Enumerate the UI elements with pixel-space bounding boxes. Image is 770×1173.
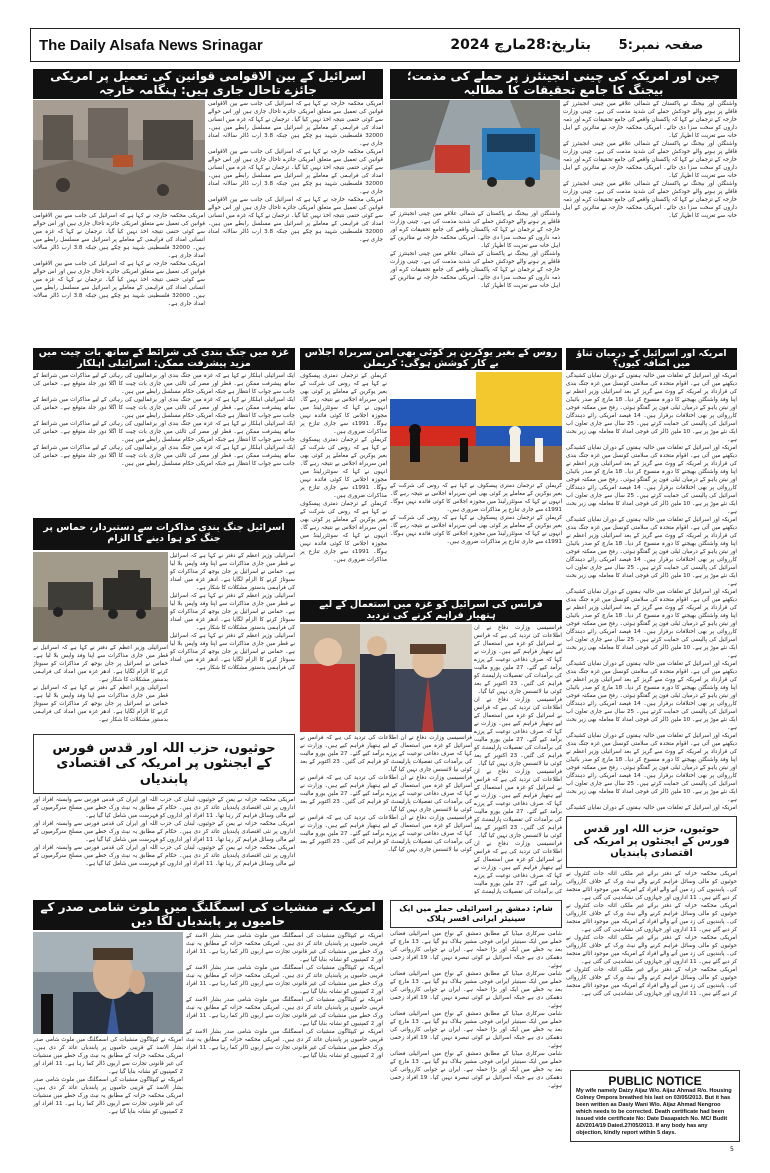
public-notice-body: My wife namely Daizy Aijaz W/o. Aijaz Ahmad R/o. Housing Colney Ompora breathed his last on 03/05/2013. But it has been written as Dasiy Wani W/o. Aijaz Ahmad Nengroo which needs to be corrected. Death certificate had been issued vide certificate No: Date Dasapatch No. MC/ Budit &D/2014/19 Dated.27/05/2013. If any body has any objection, kindly report within 5 days. <box>576 1088 732 1136</box>
footer-page-number: 5 <box>730 1146 734 1153</box>
article-body-russia-ukraine-2: کریملن کے ترجمان دمتری پیسکوف نے کہا ہے کہ روس کی شرکت کے بغیر یوکرین کے معاملے پر کوئی بھی امن سربراہ اجلاس بے نتیجہ رہے گا۔ انہوں نے کہا کہ سوئٹزرلینڈ میں مجوزہ اجلاس کا کوئی فائدہ نہیں ہوگا۔ 1991ء سے جاری تنازع پر مذاکرات ضروری ہیں۔ کریملن کے ترجمان دمتری پیسکوف نے کہا ہے کہ روس کی شرکت کے بغیر یوکرین کے معاملے پر کوئی بھی امن سربراہ اجلاس بے نتیجہ رہے گا۔ انہوں نے کہا کہ سوئٹزرلینڈ میں مجوزہ اجلاس کا کوئی فائدہ نہیں ہوگا۔ 1991ء سے جاری تنازع پر مذاکرات ضروری ہیں۔ <box>390 483 562 545</box>
article-body-israel-us-law: امریکی محکمہ خارجہ نے کہا ہے کہ اسرائیل کی جانب سے بین الاقوامی قوانین کی تعمیل سے متعلق امریکی جائزے تاحال جاری ہیں اور اس حوالے سے کوئی حتمی نتیجہ اخذ نہیں کیا گیا۔ ترجمان نے کہا کہ غزہ میں انسانی امداد کی فراہمی کے معاملے پر اسرائیل سے مسلسل رابطے میں ہیں۔ 32000 فلسطینی شہید ہو چکے ہیں جبکہ 3.8 ارب ڈالر سالانہ امداد جاری ہے۔ امریکی محکمہ خارجہ نے کہا ہے کہ اسرائیل کی جانب سے بین الاقوامی قوانین کی تعمیل سے متعلق امریکی جائزے تاحال جاری ہیں اور اس حوالے سے کوئی حتمی نتیجہ اخذ نہیں کیا گیا۔ ترجمان نے کہا کہ غزہ میں انسانی امداد کی فراہمی کے معاملے پر اسرائیل سے مسلسل رابطے میں ہیں۔ 32000 فلسطینی شہید ہو چکے ہیں جبکہ 3.8 ارب ڈالر سالانہ امداد جاری ہے۔ امریکی محکمہ خارجہ نے کہا ہے کہ اسرائیل کی جانب سے بین الاقوامی قوانین کی تعمیل سے متعلق امریکی جائزے تاحال جاری ہیں اور اس حوالے سے کوئی حتمی نتیجہ اخذ نہیں کیا گیا۔ ترجمان نے کہا کہ غزہ میں انسانی امداد کی فراہمی کے معاملے پر اسرائیل سے مسلسل رابطے میں ہیں۔ 32000 فلسطینی شہید ہو چکے ہیں جبکہ 3.8 ارب ڈالر سالانہ امداد جاری ہے۔ <box>208 101 383 243</box>
headline-houthis-sanctions: حوثیوں، حزب اللہ اور قدس فورس کے ایجنٹوں پر امریکہ کی اقتصادی پابندیاں <box>33 734 295 794</box>
article-body-france-israel-2: فرانسیسی وزارت دفاع نے ان اطلاعات کی تردید کی ہے کہ فرانس نے اسرائیل کو غزہ میں استعمال کے لیے ہتھیار فراہم کیے ہیں۔ وزارت نے کہا کہ صرف دفاعی نوعیت کے پرزے برآمد کیے گئے۔ 27 ملین یورو مالیت کی برآمدات کی تفصیلات پارلیمنٹ کو فراہم کی گئیں۔ 23 اکتوبر کے بعد کوئی نیا لائسنس جاری نہیں کیا گیا۔ فرانسیسی وزارت دفاع نے ان اطلاعات کی تردید کی ہے کہ فرانس نے اسرائیل کو غزہ میں استعمال کے لیے ہتھیار فراہم کیے ہیں۔ وزارت نے کہا کہ صرف دفاعی نوعیت کے پرزے برآمد کیے گئے۔ 27 ملین یورو مالیت کی برآمدات کی تفصیلات پارلیمنٹ کو فراہم کی گئیں۔ 23 اکتوبر کے بعد کوئی نیا لائسنس جاری نہیں کیا گیا۔ فرانسیسی وزارت دفاع نے ان اطلاعات کی تردید کی ہے کہ فرانس نے اسرائیل کو غزہ میں استعمال کے لیے ہتھیار فراہم کیے ہیں۔ وزارت نے کہا کہ صرف دفاعی نوعیت کے پرزے برآمد کیے گئے۔ 27 ملین یورو مالیت کی برآمدات کی تفصیلات پارلیمنٹ کو فراہم کی گئیں۔ 23 اکتوبر کے بعد کوئی نیا لائسنس جاری نہیں کیا گیا۔ <box>300 735 472 853</box>
article-body-syria-strike: شامی سرکاری میڈیا کے مطابق دمشق کے نواح میں اسرائیلی فضائی حملے میں ایک سینیئر ایرانی فوجی مشیر ہلاک ہو گیا ہے۔ 13 مارچ کے بعد یہ خطے میں ایک اور بڑا حملہ ہے۔ ایران نے جوابی کارروائی کی دھمکی دی ہے جبکہ اسرائیل نے کوئی تبصرہ نہیں کیا۔ 19 افراد زخمی ہوئے۔ شامی سرکاری میڈیا کے مطابق دمشق کے نواح میں اسرائیلی فضائی حملے میں ایک سینیئر ایرانی فوجی مشیر ہلاک ہو گیا ہے۔ 13 مارچ کے بعد یہ خطے میں ایک اور بڑا حملہ ہے۔ ایران نے جوابی کارروائی کی دھمکی دی ہے جبکہ اسرائیل نے کوئی تبصرہ نہیں کیا۔ 19 افراد زخمی ہوئے۔ شامی سرکاری میڈیا کے مطابق دمشق کے نواح میں اسرائیلی فضائی حملے میں ایک سینیئر ایرانی فوجی مشیر ہلاک ہو گیا ہے۔ 13 مارچ کے بعد یہ خطے میں ایک اور بڑا حملہ ہے۔ ایران نے جوابی کارروائی کی دھمکی دی ہے جبکہ اسرائیل نے کوئی تبصرہ نہیں کیا۔ 19 افراد زخمی ہوئے۔ شامی سرکاری میڈیا کے مطابق دمشق کے نواح میں اسرائیلی فضائی حملے میں ایک سینیئر ایرانی فوجی مشیر ہلاک ہو گیا ہے۔ 13 مارچ کے بعد یہ خطے میں ایک اور بڑا حملہ ہے۔ ایران نے جوابی کارروائی کی دھمکی دی ہے جبکہ اسرائیل نے کوئی تبصرہ نہیں کیا۔ 19 افراد زخمی ہوئے۔ <box>390 931 562 1089</box>
headline-us-israel-tension: امریکہ اور اسرائیل کے درمیان تناؤ میں اضافہ کیوں؟ <box>566 348 737 370</box>
article-body-houthis-sanctions: امریکی محکمہ خزانہ نے یمن کے حوثیوں، لبنان کی حزب اللہ اور ایران کی قدس فورس سے وابستہ افراد اور اداروں پر نئی اقتصادی پابندیاں عائد کر دی ہیں۔ حکام کے مطابق یہ نیٹ ورک خطے میں مسلح سرگرمیوں کے لیے مالی وسائل فراہم کر رہا تھا۔ 11 افراد اور اداروں کو فہرست میں شامل کیا گیا ہے۔ امریکی محکمہ خزانہ نے یمن کے حوثیوں، لبنان کی حزب اللہ اور ایران کی قدس فورس سے وابستہ افراد اور اداروں پر نئی اقتصادی پابندیاں عائد کر دی ہیں۔ حکام کے مطابق یہ نیٹ ورک خطے میں مسلح سرگرمیوں کے لیے مالی وسائل فراہم کر رہا تھا۔ 11 افراد اور اداروں کو فہرست میں شامل کیا گیا ہے۔ امریکی محکمہ خزانہ نے یمن کے حوثیوں، لبنان کی حزب اللہ اور ایران کی قدس فورس سے وابستہ افراد اور اداروں پر نئی اقتصادی پابندیاں عائد کر دی ہیں۔ حکام کے مطابق یہ نیٹ ورک خطے میں مسلح سرگرمیوں کے لیے مالی وسائل فراہم کر رہا تھا۔ 11 افراد اور اداروں کو فہرست میں شامل کیا گیا ہے۔ <box>33 797 295 867</box>
article-body-gaza-ceasefire: ایک اسرائیلی اہلکار نے کہا ہے کہ غزہ میں جنگ بندی اور یرغمالیوں کی رہائی کے لیے مذاکرات میں شرائط کے ساتھ پیشرفت ممکن ہے۔ قطر اور مصر کی ثالثی میں جاری بات چیت کا اگلا دور جلد متوقع ہے۔ حماس کی جانب سے جواب کا انتظار ہے جبکہ امریکی حکام مسلسل رابطے میں ہیں۔ ایک اسرائیلی اہلکار نے کہا ہے کہ غزہ میں جنگ بندی اور یرغمالیوں کی رہائی کے لیے مذاکرات میں شرائط کے ساتھ پیشرفت ممکن ہے۔ قطر اور مصر کی ثالثی میں جاری بات چیت کا اگلا دور جلد متوقع ہے۔ حماس کی جانب سے جواب کا انتظار ہے جبکہ امریکی حکام مسلسل رابطے میں ہیں۔ ایک اسرائیلی اہلکار نے کہا ہے کہ غزہ میں جنگ بندی اور یرغمالیوں کی رہائی کے لیے مذاکرات میں شرائط کے ساتھ پیشرفت ممکن ہے۔ قطر اور مصر کی ثالثی میں جاری بات چیت کا اگلا دور جلد متوقع ہے۔ حماس کی جانب سے جواب کا انتظار ہے جبکہ امریکی حکام مسلسل رابطے میں ہیں۔ ایک اسرائیلی اہلکار نے کہا ہے کہ غزہ میں جنگ بندی اور یرغمالیوں کی رہائی کے لیے مذاکرات میں شرائط کے ساتھ پیشرفت ممکن ہے۔ قطر اور مصر کی ثالثی میں جاری بات چیت کا اگلا دور جلد متوقع ہے۔ حماس کی جانب سے جواب کا انتظار ہے جبکہ امریکی حکام مسلسل رابطے میں ہیں۔ <box>33 373 295 467</box>
headline-france-israel: فرانس کی اسرائیل کو غزہ میں استعمال کے لیے ہتھیار فراہم کرنے کی تردید <box>300 600 562 622</box>
photo-syrian-president <box>33 932 183 1034</box>
article-body-us-captagon-2: امریکہ نے کیپٹاگون منشیات کی اسمگلنگ میں ملوث شامی صدر بشار الاسد کے قریبی حامیوں پر پابندیاں عائد کر دی ہیں۔ امریکی محکمہ خزانہ کے مطابق یہ نیٹ ورک خطے میں منشیات کی غیر قانونی تجارت سے اربوں ڈالر کما رہا ہے۔ 11 افراد اور 2 کمپنیوں کو نشانہ بنایا گیا ہے۔ امریکہ نے کیپٹاگون منشیات کی اسمگلنگ میں ملوث شامی صدر بشار الاسد کے قریبی حامیوں پر پابندیاں عائد کر دی ہیں۔ امریکی محکمہ خزانہ کے مطابق یہ نیٹ ورک خطے میں منشیات کی غیر قانونی تجارت سے اربوں ڈالر کما رہا ہے۔ 11 افراد اور 2 کمپنیوں کو نشانہ بنایا گیا ہے۔ <box>33 1037 183 1115</box>
article-body-china-us-2: واشنگٹن اور بیجنگ نے پاکستان کے شمالی علاقے میں چینی انجینئرز کے قافلے پر ہونے والے خودکش حملے کی شدید مذمت کی ہے۔ چینی وزارت خارجہ کے ترجمان نے کہا کہ پاکستان واقعے کی جامع تحقیقات کرے اور ذمہ داروں کو سخت سزا دی جائے۔ امریکی محکمہ خارجہ نے متاثرین کے اہل خانہ سے تعزیت کا اظہار کیا۔ واشنگٹن اور بیجنگ نے پاکستان کے شمالی علاقے میں چینی انجینئرز کے قافلے پر ہونے والے خودکش حملے کی شدید مذمت کی ہے۔ چینی وزارت خارجہ کے ترجمان نے کہا کہ پاکستان واقعے کی جامع تحقیقات کرے اور ذمہ داروں کو سخت سزا دی جائے۔ امریکی محکمہ خارجہ نے متاثرین کے اہل خانہ سے تعزیت کا اظہار کیا۔ <box>390 211 560 289</box>
headline-gaza-ceasefire: غزہ میں جنگ بندی کی شرائط کے ساتھ بات چیت میں مزید پیشرفت ممکن: اسرائیلی اہلکار <box>33 348 295 370</box>
headline-china-us: چین اور امریکہ کی چینی انجینئرز پر حملے کی مذمت؛ بیجنگ کا جامع تحقیقات کا مطالبہ <box>390 69 737 99</box>
issue-date: بتاریخ:28مارچ 2024 <box>450 37 591 53</box>
article-body-israel-hamas-talks: اسرائیلی وزیر اعظم کے دفتر نے کہا ہے کہ اسرائیل نے قطر میں جاری مذاکرات سے اپنا وفد واپس بلا لیا ہے۔ حماس نے اسرائیل پر جان بوجھ کر مذاکرات کو سبوتاژ کرنے کا الزام لگایا ہے۔ ادھر غزہ میں امداد کی فراہمی بدستور مشکلات کا شکار ہے۔ اسرائیلی وزیر اعظم کے دفتر نے کہا ہے کہ اسرائیل نے قطر میں جاری مذاکرات سے اپنا وفد واپس بلا لیا ہے۔ حماس نے اسرائیل پر جان بوجھ کر مذاکرات کو سبوتاژ کرنے کا الزام لگایا ہے۔ ادھر غزہ میں امداد کی فراہمی بدستور مشکلات کا شکار ہے۔ اسرائیلی وزیر اعظم کے دفتر نے کہا ہے کہ اسرائیل نے قطر میں جاری مذاکرات سے اپنا وفد واپس بلا لیا ہے۔ حماس نے اسرائیل پر جان بوجھ کر مذاکرات کو سبوتاژ کرنے کا الزام لگایا ہے۔ ادھر غزہ میں امداد کی فراہمی بدستور مشکلات کا شکار ہے۔ <box>170 553 295 671</box>
article-body-israel-hamas-talks-2: اسرائیلی وزیر اعظم کے دفتر نے کہا ہے کہ اسرائیل نے قطر میں جاری مذاکرات سے اپنا وفد واپس بلا لیا ہے۔ حماس نے اسرائیل پر جان بوجھ کر مذاکرات کو سبوتاژ کرنے کا الزام لگایا ہے۔ ادھر غزہ میں امداد کی فراہمی بدستور مشکلات کا شکار ہے۔ اسرائیلی وزیر اعظم کے دفتر نے کہا ہے کہ اسرائیل نے قطر میں جاری مذاکرات سے اپنا وفد واپس بلا لیا ہے۔ حماس نے اسرائیل پر جان بوجھ کر مذاکرات کو سبوتاژ کرنے کا الزام لگایا ہے۔ ادھر غزہ میں امداد کی فراہمی بدستور مشکلات کا شکار ہے۔ <box>33 645 168 723</box>
headline-russia-ukraine: روس کے بغیر یوکرین پر کوئی بھی امن سربراہ اجلاس بے کار کوشش ہوگی: کریملن <box>300 348 562 370</box>
public-notice-box <box>570 1070 740 1142</box>
headline-houthis-sanctions-2: حوثیوں، حزب اللہ اور قدس فورس کے ایجنٹوں پر امریکہ کی اقتصادی پابندیاں <box>566 816 737 868</box>
photo-france-minister <box>300 624 472 732</box>
article-body-china-us: واشنگٹن اور بیجنگ نے پاکستان کے شمالی علاقے میں چینی انجینئرز کے قافلے پر ہونے والے خودکش حملے کی شدید مذمت کی ہے۔ چینی وزارت خارجہ کے ترجمان نے کہا کہ پاکستان واقعے کی جامع تحقیقات کرے اور ذمہ داروں کو سخت سزا دی جائے۔ امریکی محکمہ خارجہ نے متاثرین کے اہل خانہ سے تعزیت کا اظہار کیا۔ واشنگٹن اور بیجنگ نے پاکستان کے شمالی علاقے میں چینی انجینئرز کے قافلے پر ہونے والے خودکش حملے کی شدید مذمت کی ہے۔ چینی وزارت خارجہ کے ترجمان نے کہا کہ پاکستان واقعے کی جامع تحقیقات کرے اور ذمہ داروں کو سخت سزا دی جائے۔ امریکی محکمہ خارجہ نے متاثرین کے اہل خانہ سے تعزیت کا اظہار کیا۔ واشنگٹن اور بیجنگ نے پاکستان کے شمالی علاقے میں چینی انجینئرز کے قافلے پر ہونے والے خودکش حملے کی شدید مذمت کی ہے۔ چینی وزارت خارجہ کے ترجمان نے کہا کہ پاکستان واقعے کی جامع تحقیقات کرے اور ذمہ داروں کو سخت سزا دی جائے۔ امریکی محکمہ خارجہ نے متاثرین کے اہل خانہ سے تعزیت کا اظہار کیا۔ <box>563 101 737 219</box>
article-body-france-israel: فرانسیسی وزارت دفاع نے ان اطلاعات کی تردید کی ہے کہ فرانس نے اسرائیل کو غزہ میں استعمال کے لیے ہتھیار فراہم کیے ہیں۔ وزارت نے کہا کہ صرف دفاعی نوعیت کے پرزے برآمد کیے گئے۔ 27 ملین یورو مالیت کی برآمدات کی تفصیلات پارلیمنٹ کو فراہم کی گئیں۔ 23 اکتوبر کے بعد کوئی نیا لائسنس جاری نہیں کیا گیا۔ فرانسیسی وزارت دفاع نے ان اطلاعات کی تردید کی ہے کہ فرانس نے اسرائیل کو غزہ میں استعمال کے لیے ہتھیار فراہم کیے ہیں۔ وزارت نے کہا کہ صرف دفاعی نوعیت کے پرزے برآمد کیے گئے۔ 27 ملین یورو مالیت کی برآمدات کی تفصیلات پارلیمنٹ کو فراہم کی گئیں۔ 23 اکتوبر کے بعد کوئی نیا لائسنس جاری نہیں کیا گیا۔ فرانسیسی وزارت دفاع نے ان اطلاعات کی تردید کی ہے کہ فرانس نے اسرائیل کو غزہ میں استعمال کے لیے ہتھیار فراہم کیے ہیں۔ وزارت نے کہا کہ صرف دفاعی نوعیت کے پرزے برآمد کیے گئے۔ 27 ملین یورو مالیت کی برآمدات کی تفصیلات پارلیمنٹ کو فراہم کی گئیں۔ 23 اکتوبر کے بعد کوئی نیا لائسنس جاری نہیں کیا گیا۔ فرانسیسی وزارت دفاع نے ان اطلاعات کی تردید کی ہے کہ فرانس نے اسرائیل کو غزہ میں استعمال کے لیے ہتھیار فراہم کیے ہیں۔ وزارت نے کہا کہ صرف دفاعی نوعیت کے پرزے برآمد کیے گئے۔ 27 ملین یورو مالیت کی برآمدات کی تفصیلات پارلیمنٹ کو <box>474 625 562 894</box>
article-body-israel-us-law-2: امریکی محکمہ خارجہ نے کہا ہے کہ اسرائیل کی جانب سے بین الاقوامی قوانین کی تعمیل سے متعلق امریکی جائزے تاحال جاری ہیں اور اس حوالے سے کوئی حتمی نتیجہ اخذ نہیں کیا گیا۔ ترجمان نے کہا کہ غزہ میں انسانی امداد کی فراہمی کے معاملے پر اسرائیل سے مسلسل رابطے میں ہیں۔ 32000 فلسطینی شہید ہو چکے ہیں جبکہ 3.8 ارب ڈالر سالانہ امداد جاری ہے۔ امریکی محکمہ خارجہ نے کہا ہے کہ اسرائیل کی جانب سے بین الاقوامی قوانین کی تعمیل سے متعلق امریکی جائزے تاحال جاری ہیں اور اس حوالے سے کوئی حتمی نتیجہ اخذ نہیں کیا گیا۔ ترجمان نے کہا کہ غزہ میں انسانی امداد کی فراہمی کے معاملے پر اسرائیل سے مسلسل رابطے میں ہیں۔ 32000 فلسطینی شہید ہو چکے ہیں جبکہ 3.8 ارب ڈالر سالانہ امداد جاری ہے۔ <box>33 213 205 307</box>
photo-attack-site <box>390 100 560 208</box>
headline-israel-hamas-talks: اسرائیل جنگ بندی مذاکرات سے دستبردار، حماس پر جنگ کو ہوا دینے کا الزام <box>33 518 295 550</box>
photo-gaza-destruction <box>33 100 205 210</box>
public-notice-title: PUBLIC NOTICE <box>608 1074 702 1088</box>
page-number-label: صفحہ نمبر:5 <box>618 37 704 53</box>
photo-military-vehicles <box>33 552 168 642</box>
photo-chess-flags <box>390 372 562 480</box>
article-body-us-israel-tension: امریکہ اور اسرائیل کے تعلقات میں حالیہ ہفتوں کے دوران نمایاں کشیدگی دیکھنے میں آئی ہے۔ اقوام متحدہ کی سلامتی کونسل میں غزہ جنگ بندی کی قرارداد پر امریکہ کے ووٹ سے گریز کے بعد اسرائیلی وزیر اعظم نے اپنا وفد واشنگٹن بھیجنے کا دورہ منسوخ کر دیا۔ 18 مارچ کو صدر بائیڈن اور نیتن یاہو کے درمیان ٹیلی فون پر گفتگو ہوئی۔ رفح میں ممکنہ فوجی کارروائی پر بھی اختلافات برقرار ہیں۔ 14 فیصد امریکی رائے دہندگان اسرائیل کی پالیسی کی حمایت کرتے ہیں۔ 25 سال سے جاری تعاون اب ایک نئے موڑ پر ہے۔ 10 ملین ڈالر کی فوجی امداد کا معاملہ بھی زیر بحث ہے۔ امریکہ اور اسرائیل کے تعلقات میں حالیہ ہفتوں کے دوران نمایاں کشیدگی دیکھنے میں آئی ہے۔ اقوام متحدہ کی سلامتی کونسل میں غزہ جنگ بندی کی قرارداد پر امریکہ کے ووٹ سے گریز کے بعد اسرائیلی وزیر اعظم نے اپنا وفد واشنگٹن بھیجنے کا دورہ منسوخ کر دیا۔ 18 مارچ کو صدر بائیڈن اور نیتن یاہو کے درمیان ٹیلی فون پر گفتگو ہوئی۔ رفح میں ممکنہ فوجی کارروائی پر بھی اختلافات برقرار ہیں۔ 14 فیصد امریکی رائے دہندگان اسرائیل کی پالیسی کی حمایت کرتے ہیں۔ 25 سال سے جاری تعاون اب ایک نئے موڑ پر ہے۔ 10 ملین ڈالر کی فوجی امداد کا معاملہ بھی زیر بحث ہے۔ امریکہ اور اسرائیل کے تعلقات میں حالیہ ہفتوں کے دوران نمایاں کشیدگی دیکھنے میں آئی ہے۔ اقوام متحدہ کی سلامتی کونسل میں غزہ جنگ بندی کی قرارداد پر امریکہ کے ووٹ سے گریز کے بعد اسرائیلی وزیر اعظم نے اپنا وفد واشنگٹن بھیجنے کا دورہ منسوخ کر دیا۔ 18 مارچ کو صدر بائیڈن اور نیتن یاہو کے درمیان ٹیلی فون پر گفتگو ہوئی۔ رفح میں ممکنہ فوجی کارروائی پر بھی اختلافات برقرار ہیں۔ 14 فیصد امریکی رائے دہندگان اسرائیل کی پالیسی کی حمایت کرتے ہیں۔ 25 سال سے جاری تعاون اب ایک نئے موڑ پر ہے۔ 10 ملین ڈالر کی فوجی امداد کا معاملہ بھی زیر بحث ہے۔ امریکہ اور اسرائیل کے تعلقات میں حالیہ ہفتوں کے دوران نمایاں کشیدگی دیکھنے میں آئی ہے۔ اقوام متحدہ کی سلامتی کونسل میں غزہ جنگ بندی کی قرارداد پر امریکہ کے ووٹ سے گریز کے بعد اسرائیلی وزیر اعظم نے اپنا وفد واشنگٹن بھیجنے کا دورہ منسوخ کر دیا۔ 18 مارچ کو صدر بائیڈن اور نیتن یاہو کے درمیان ٹیلی فون پر گفتگو ہوئی۔ رفح میں ممکنہ فوجی کارروائی پر بھی اختلافات برقرار ہیں۔ 14 فیصد امریکی رائے دہندگان اسرائیل کی پالیسی کی حمایت کرتے ہیں۔ 25 سال سے جاری تعاون اب ایک نئے موڑ پر ہے۔ 10 ملین ڈالر کی فوجی امداد کا معاملہ بھی زیر بحث ہے۔ امریکہ اور اسرائیل کے تعلقات میں حالیہ ہفتوں کے دوران نمایاں کشیدگی دیکھنے میں آئی ہے۔ اقوام متحدہ کی سلامتی کونسل میں غزہ جنگ بندی کی قرارداد پر امریکہ کے ووٹ سے گریز کے بعد اسرائیلی وزیر اعظم نے اپنا وفد واشنگٹن بھیجنے کا دورہ منسوخ کر دیا۔ 18 مارچ کو صدر بائیڈن اور نیتن یاہو کے درمیان ٹیلی فون پر گفتگو ہوئی۔ رفح میں ممکنہ فوجی کارروائی پر بھی اختلافات برقرار ہیں۔ 14 فیصد امریکی رائے دہندگان اسرائیل کی پالیسی کی حمایت کرتے ہیں۔ 25 سال سے جاری تعاون اب ایک نئے موڑ پر ہے۔ 10 ملین ڈالر کی فوجی امداد کا معاملہ بھی زیر بحث ہے۔ امریکہ اور اسرائیل کے تعلقات میں حالیہ ہفتوں کے دوران نمایاں کشیدگی دیکھنے میں آئی ہے۔ اقوام متحدہ کی سلامتی کونسل میں غزہ جنگ بندی کی قرارداد پر امریکہ کے ووٹ سے گریز کے بعد اسرائیلی وزیر اعظم نے اپنا وفد واشنگٹن بھیجنے کا دورہ منسوخ کر دیا۔ 18 مارچ کو صدر بائیڈن اور نیتن یاہو کے درمیان ٹیلی فون پر گفتگو ہوئی۔ رفح میں ممکنہ فوجی کارروائی پر بھی اختلافات برقرار ہیں۔ 14 فیصد امریکی رائے دہندگان اسرائیل کی پالیسی کی حمایت کرتے ہیں۔ 25 سال سے جاری تعاون اب ایک نئے موڑ پر ہے۔ 10 ملین ڈالر کی فوجی امداد کا معاملہ بھی زیر بحث ہے۔ امریکہ اور اسرائیل کے تعلقات میں حالیہ ہفتوں کے دوران نمایاں کشیدگی <box>566 373 737 811</box>
headline-israel-us-law: اسرائیل کے بین الاقوامی قوانین کی تعمیل پر امریکی جائزے تاحال جاری ہیں: ہنگامہ خارجہ <box>33 69 383 99</box>
article-body-us-captagon: امریکہ نے کیپٹاگون منشیات کی اسمگلنگ میں ملوث شامی صدر بشار الاسد کے قریبی حامیوں پر پابندیاں عائد کر دی ہیں۔ امریکی محکمہ خزانہ کے مطابق یہ نیٹ ورک خطے میں منشیات کی غیر قانونی تجارت سے اربوں ڈالر کما رہا ہے۔ 11 افراد اور 2 کمپنیوں کو نشانہ بنایا گیا ہے۔ امریکہ نے کیپٹاگون منشیات کی اسمگلنگ میں ملوث شامی صدر بشار الاسد کے قریبی حامیوں پر پابندیاں عائد کر دی ہیں۔ امریکی محکمہ خزانہ کے مطابق یہ نیٹ ورک خطے میں منشیات کی غیر قانونی تجارت سے اربوں ڈالر کما رہا ہے۔ 11 افراد اور 2 کمپنیوں کو نشانہ بنایا گیا ہے۔ امریکہ نے کیپٹاگون منشیات کی اسمگلنگ میں ملوث شامی صدر بشار الاسد کے قریبی حامیوں پر پابندیاں عائد کر دی ہیں۔ امریکی محکمہ خزانہ کے مطابق یہ نیٹ ورک خطے میں منشیات کی غیر قانونی تجارت سے اربوں ڈالر کما رہا ہے۔ 11 افراد اور 2 کمپنیوں کو نشانہ بنایا گیا ہے۔ امریکہ نے کیپٹاگون منشیات کی اسمگلنگ میں ملوث شامی صدر بشار الاسد کے قریبی حامیوں پر پابندیاں عائد کر دی ہیں۔ امریکی محکمہ خزانہ کے مطابق یہ نیٹ ورک خطے میں منشیات کی غیر قانونی تجارت سے اربوں ڈالر کما رہا ہے۔ 11 افراد اور 2 کمپنیوں کو نشانہ بنایا گیا ہے۔ <box>186 933 383 1059</box>
masthead <box>30 28 740 62</box>
newspaper-name: The Daily Alsafa News Srinagar <box>39 36 263 54</box>
article-body-russia-ukraine: کریملن کے ترجمان دمتری پیسکوف نے کہا ہے کہ روس کی شرکت کے بغیر یوکرین کے معاملے پر کوئی بھی امن سربراہ اجلاس بے نتیجہ رہے گا۔ انہوں نے کہا کہ سوئٹزرلینڈ میں مجوزہ اجلاس کا کوئی فائدہ نہیں ہوگا۔ 1991ء سے جاری تنازع پر مذاکرات ضروری ہیں۔ کریملن کے ترجمان دمتری پیسکوف نے کہا ہے کہ روس کی شرکت کے بغیر یوکرین کے معاملے پر کوئی بھی امن سربراہ اجلاس بے نتیجہ رہے گا۔ انہوں نے کہا کہ سوئٹزرلینڈ میں مجوزہ اجلاس کا کوئی فائدہ نہیں ہوگا۔ 1991ء سے جاری تنازع پر مذاکرات ضروری ہیں۔ کریملن کے ترجمان دمتری پیسکوف نے کہا ہے کہ روس کی شرکت کے بغیر یوکرین کے معاملے پر کوئی بھی امن سربراہ اجلاس بے نتیجہ رہے گا۔ انہوں نے کہا کہ سوئٹزرلینڈ میں مجوزہ اجلاس کا کوئی فائدہ نہیں ہوگا۔ 1991ء سے جاری تنازع پر مذاکرات ضروری ہیں۔ <box>300 373 387 563</box>
headline-us-captagon: امریکہ نے منشیات کی اسمگلنگ میں ملوث شامی صدر کے حامیوں پر پابندیاں لگا دیں <box>33 900 383 930</box>
article-body-houthis-sanctions-2: امریکی محکمہ خزانہ کے دفتر برائے غیر ملکی اثاثہ جات کنٹرول نے حوثیوں کو مالی وسائل فراہم کرنے والے نیٹ ورک کے خلاف کارروائی کی۔ پابندیوں کی زد میں آنے والے افراد کے امریکہ میں موجود اثاثے منجمد کر دیے گئے ہیں۔ 11 اداروں اور جہازوں کی نشاندہی کی گئی ہے۔ امریکی محکمہ خزانہ کے دفتر برائے غیر ملکی اثاثہ جات کنٹرول نے حوثیوں کو مالی وسائل فراہم کرنے والے نیٹ ورک کے خلاف کارروائی کی۔ پابندیوں کی زد میں آنے والے افراد کے امریکہ میں موجود اثاثے منجمد کر دیے گئے ہیں۔ 11 اداروں اور جہازوں کی نشاندہی کی گئی ہے۔ امریکی محکمہ خزانہ کے دفتر برائے غیر ملکی اثاثہ جات کنٹرول نے حوثیوں کو مالی وسائل فراہم کرنے والے نیٹ ورک کے خلاف کارروائی کی۔ پابندیوں کی زد میں آنے والے افراد کے امریکہ میں موجود اثاثے منجمد کر دیے گئے ہیں۔ 11 اداروں اور جہازوں کی نشاندہی کی گئی ہے۔ امریکی محکمہ خزانہ کے دفتر برائے غیر ملکی اثاثہ جات کنٹرول نے حوثیوں کو مالی وسائل فراہم کرنے والے نیٹ ورک کے خلاف کارروائی کی۔ پابندیوں کی زد میں آنے والے افراد کے امریکہ میں موجود اثاثے منجمد کر دیے گئے ہیں۔ 11 اداروں اور جہازوں کی نشاندہی کی گئی ہے۔ <box>566 871 737 997</box>
headline-syria-strike: شام: دمشق پر اسرائیلی حملے میں ایک سینیئر ایرانی افسر ہلاک <box>390 900 562 928</box>
